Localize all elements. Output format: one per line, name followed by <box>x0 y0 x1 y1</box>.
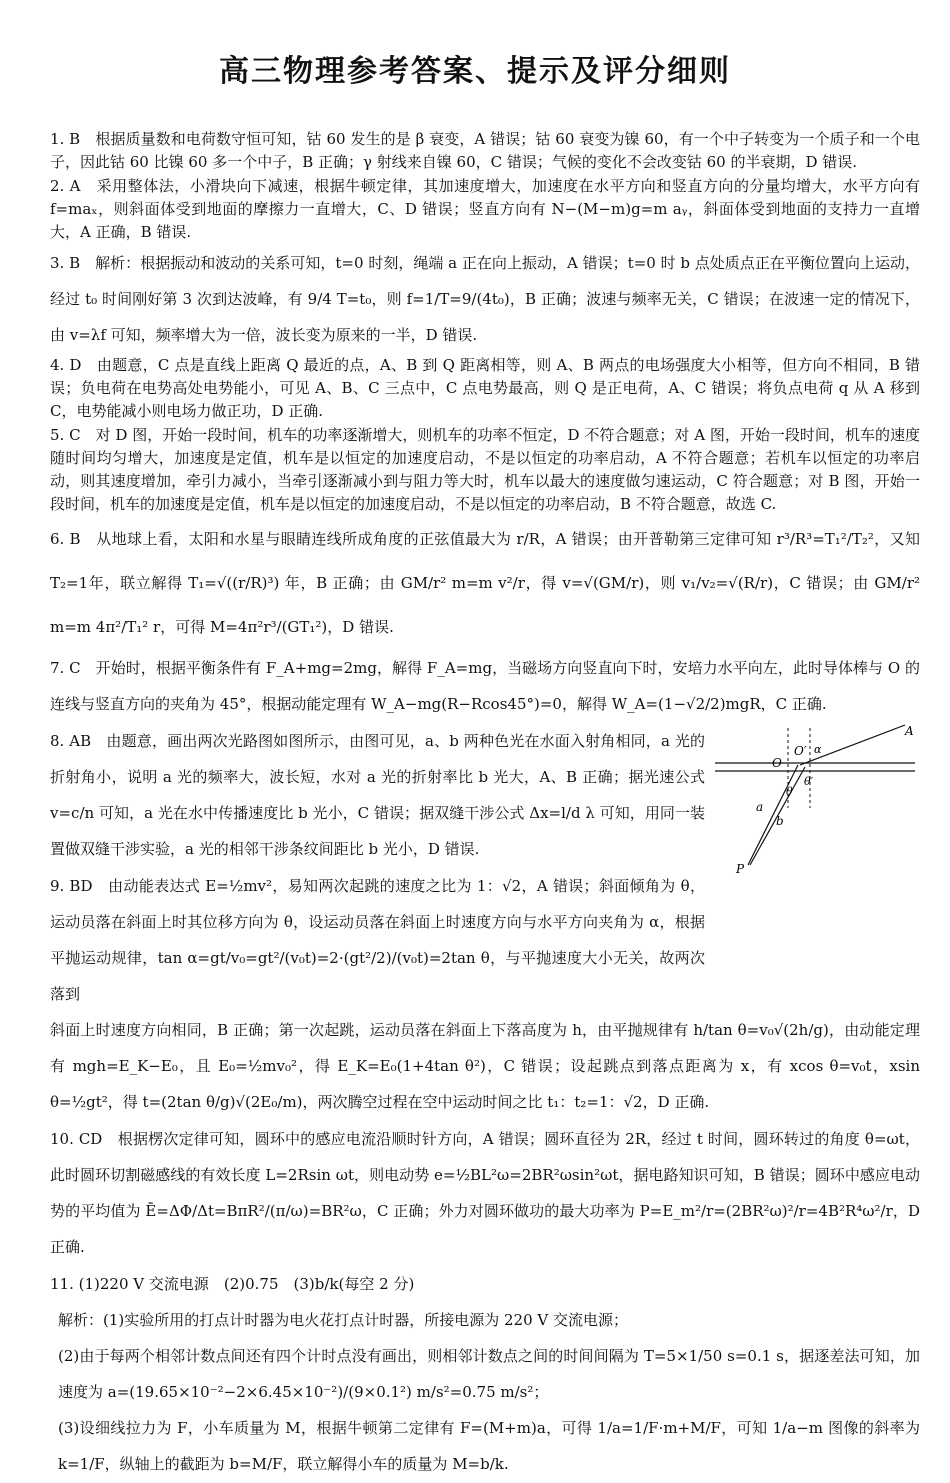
answer-q11-answers: 11. (1)220 V 交流电源 (2)0.75 (3)b/k(每空 2 分) <box>50 1275 415 1293</box>
answer-q11 <box>50 1266 920 1482</box>
label-alpha: α <box>814 743 822 756</box>
ray-a <box>748 765 798 865</box>
answer-q1: 1. B 根据质量数和电荷数守恒可知，钴 60 发生的是 β 衰变，A 错误；钴 60 衰变为镍 60，有一个中子转变为一个质子和一个电子，因此钴 60 比镍 60 多一个中子，B 正确；γ 射线来自镍 60，C 错误；气候的变化不会改变钴 60 的半衰期，D 错误. <box>50 130 920 171</box>
answer-q11-line1: 解析：(1)实验所用的打点计时器为电火花打点计时器，所接电源为 220 V 交流电源； <box>58 1311 629 1329</box>
answer-content <box>50 128 920 1483</box>
answer-q11-line2: (2)由于每两个相邻计数点间还有四个计时点没有画出，则相邻计数点之间的时间间隔为 T=5×1/50 s=0.1 s，据逐差法可知，加速度为 a=(19.65×10⁻²−2×6.45×10⁻²)/(9×0.1²) m/s²=0.75 m/s²； <box>58 1347 920 1401</box>
answer-q9-part1: 9. BD 由动能表达式 E=½mv²，易知两次起跳的速度之比为 1：√2，A 错误；斜面倾角为 θ，运动员落在斜面上时其位移方向为 θ，设运动员落在斜面上时速度方向与水平方向夹角为 α，根据平抛运动规律，tan α=gt/v₀=gt²/(v₀t)=2·(gt²/2)/(v₀t)=2tan θ，与平抛速度大小无关，故两次落到 <box>50 877 705 1003</box>
label-theta2: θ′ <box>804 775 814 788</box>
answer-q10: 10. CD 根据楞次定律可知，圆环中的感应电流沿顺时针方向，A 错误；圆环直径为 2R，经过 t 时间，圆环转过的角度 θ=ωt，此时圆环切割磁感线的有效长度 L=2Rsin ωt，则电动势 e=½BL²ω=2BR²ωsin²ωt，据电路知识可知，B 错误；圆环中感应电动势的平均值为 Ē=ΔΦ/Δt=BπR²/(π/ω)=BR²ω，C 正确；外力对圆环做功的最大功率为 P=E_m²/r=(2BR²ω)²/r=4B²R⁴ω²/r，D 正确. <box>50 1130 920 1256</box>
answer-q3: 3. B 解析：根据振动和波动的关系可知，t=0 时刻，绳端 a 正在向上振动，A 错误；t=0 时 b 点处质点正在平衡位置向上运动，经过 t₀ 时间刚好第 3 次到达波峰，有 9/4 T=t₀，则 f=1/T=9/(4t₀)，B 正确；波速与频率无关，C 错误；在波速一定的情况下，由 v=λf 可知，频率增大为一倍，波长变为原来的一半，D 错误. <box>50 254 920 344</box>
label-P: P <box>736 862 745 876</box>
label-b: b <box>776 814 784 828</box>
label-theta: θ <box>786 785 793 798</box>
answer-q8 <box>50 723 920 876</box>
answer-q2: 2. A 采用整体法，小滑块向下减速，根据牛顿定律，其加速度增大，加速度在水平方向和竖直方向的分量均增大，水平方向有 f=maₓ，则斜面体受到地面的摩擦力一直增大，C、D 错误；竖直方向有 N−(M−m)g=m aᵧ，斜面体受到地面的支持力一直增大，A 正确，B 错误. <box>50 177 920 241</box>
label-O1: O′ <box>794 744 807 758</box>
answer-q8-text: 8. AB 由题意，画出两次光路图如图所示，由图可见，a、b 两种色光在水面入射角相同，a 光的折射角小，说明 a 光的频率大，波长短，水对 a 光的折射率比 b 光大，A、B 正确；据光速公式 v=c/n 可知，a 光在水中传播速度比 b 光小，C 错误；据双缝干涉公式 Δx=l/d λ 可知，用同一装置做双缝干涉实验，a 光的相邻干涉条纹间距比 b 光小，D 错误. <box>50 732 705 858</box>
answer-q9 <box>50 868 920 1120</box>
answer-q7: 7. C 开始时，根据平衡条件有 F_A+mg=2mg，解得 F_A=mg，当磁场方向竖直向下时，安培力水平向左，此时导体棒与 O 的连线与竖直方向的夹角为 45°，根据动能定理有 W_A−mg(R−Rcos45°)=0，解得 W_A=(1−√2/2)mgR，C 正确. <box>50 659 920 713</box>
label-O: O <box>772 756 782 770</box>
answer-q9-part2: 斜面上时速度方向相同，B 正确；第一次起跳，运动员落在斜面上下落高度为 h，由平抛规律有 h/tan θ=v₀√(2h/g)，由动能定理有 mgh=E_K−E₀，且 E₀=½mv₀²，得 E_K=E₀(1+4tan θ²)，C 错误；设起跳点到落点距离为 x，有 xcos θ=v₀t，xsin θ=½gt²，得 t=(2tan θ/g)√(2E₀/m)，两次腾空过程在空中运动时间之比 t₁：t₂=1：√2，D 正确. <box>50 1021 920 1111</box>
answer-q11-line3: (3)设细线拉力为 F，小车质量为 M，根据牛顿第二定律有 F=(M+m)a，可得 1/a=1/F·m+M/F，可知 1/a−m 图像的斜率为 k=1/F，纵轴上的截距为 b=M/F，联立解得小车的质量为 M=b/k. <box>58 1419 920 1473</box>
optics-diagram <box>710 723 920 883</box>
page-title: 高三物理参考答案、提示及评分细则 <box>219 54 731 89</box>
label-a: a <box>756 800 764 814</box>
answer-q6: 6. B 从地球上看，太阳和水星与眼睛连线所成角度的正弦值最大为 r/R，A 错误；由开普勒第三定律可知 r³/R³=T₁²/T₂²，又知 T₂=1年，联立解得 T₁=√((r/R)³) 年，B 正确；由 GM/r² m=m v²/r，得 v=√(GM/r)，则 v₁/v₂=√(R/r)，C 错误；由 GM/r² m=m 4π²/T₁² r，可得 M=4π²r³/(GT₁²)，D 错误. <box>50 530 920 636</box>
label-A: A <box>905 724 914 738</box>
answer-q4: 4. D 由题意，C 点是直线上距离 Q 最近的点，A、B 到 Q 距离相等，则 A、B 两点的电场强度大小相等，但方向不相同，B 错误；负电荷在电势高处电势能小，可见 A、B、C 三点中，C 点电势最高，则 Q 是正电荷，A、C 错误；将负点电荷 q 从 A 移到 C，电势能减小则电场力做正功，D 正确. <box>50 356 920 420</box>
answer-q5: 5. C 对 D 图，开始一段时间，机车的功率逐渐增大，则机车的功率不恒定，D 不符合题意；对 A 图，开始一段时间，机车的速度随时间均匀增大，加速度是定值，机车是以恒定的加速度启动，不是以恒定的功率启动，A 不符合题意；若机车以恒定的功率启动，则其速度增加，牵引力减小，当牵引逐渐减小到与阻力等大时，机车以最大的速度做匀速运动，C 符合题意；对 B 图，开始一段时间，机车的加速度是定值，机车是以恒定的加速度启动，不是以恒定的功率启动，B 不符合题意，故选 C. <box>50 426 920 513</box>
